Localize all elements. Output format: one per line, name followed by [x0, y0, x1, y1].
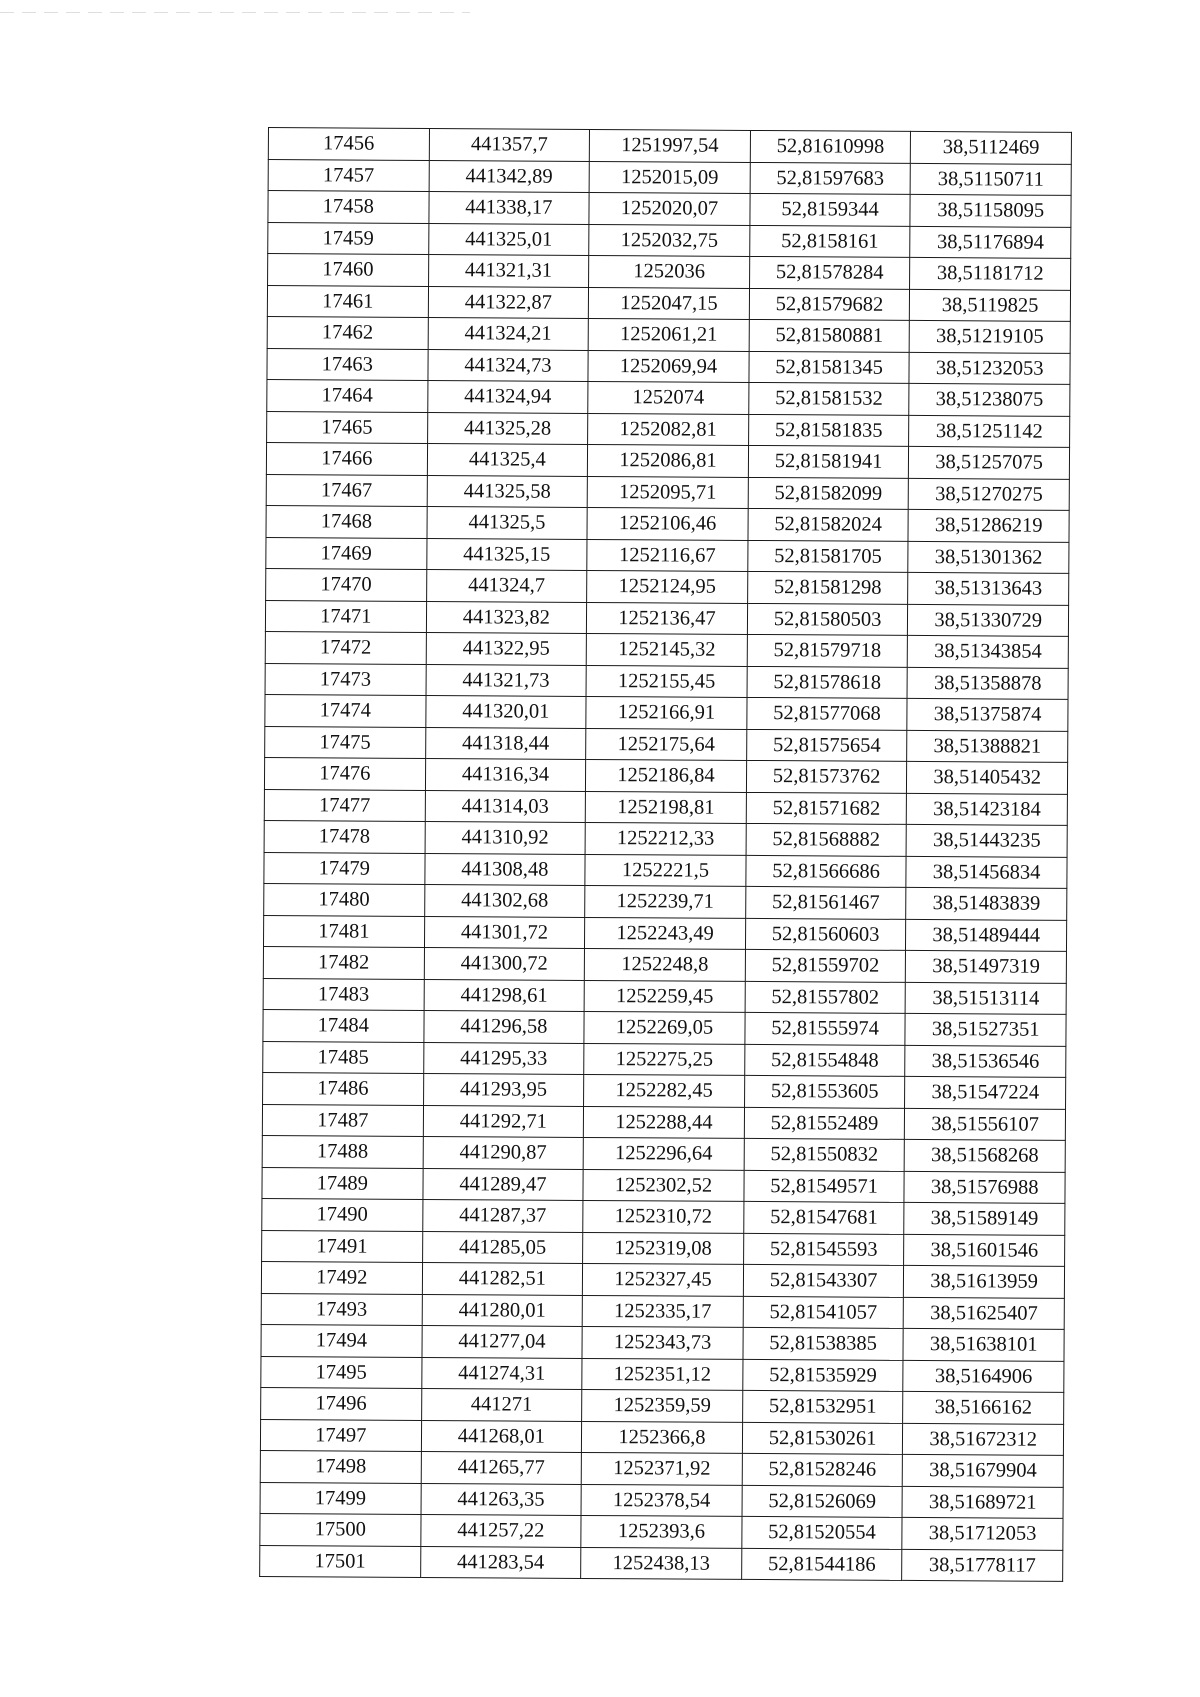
point-number-cell: 17478 [264, 820, 425, 852]
table-row [262, 1230, 1065, 1266]
point-number-cell: 17490 [262, 1198, 423, 1230]
y-coordinate-cell: 1252032,75 [589, 224, 750, 256]
latitude-cell: 52,81573762 [746, 760, 907, 792]
point-number-cell: 17484 [263, 1009, 424, 1041]
point-number-cell: 17474 [265, 694, 426, 726]
x-coordinate-cell: 441321,31 [428, 254, 589, 286]
latitude-cell: 52,81568882 [746, 823, 907, 855]
point-number-cell: 17487 [262, 1104, 423, 1136]
y-coordinate-cell: 1251997,54 [589, 129, 750, 161]
point-number-cell: 17457 [268, 159, 429, 191]
x-coordinate-cell: 441283,54 [420, 1546, 581, 1578]
table-row [268, 191, 1071, 227]
point-number-cell: 17466 [266, 442, 427, 474]
latitude-cell: 52,8159344 [750, 193, 911, 225]
y-coordinate-cell: 1252047,15 [589, 287, 750, 319]
latitude-cell: 52,81555974 [745, 1012, 906, 1044]
longitude-cell: 38,51375874 [907, 698, 1068, 730]
x-coordinate-cell: 441263,35 [421, 1483, 582, 1515]
y-coordinate-cell: 1252371,92 [581, 1452, 742, 1484]
longitude-cell: 38,51158095 [910, 194, 1071, 226]
latitude-cell: 52,81532951 [742, 1390, 903, 1422]
x-coordinate-cell: 441271 [421, 1388, 582, 1420]
table-row [267, 411, 1070, 447]
point-number-cell: 17476 [264, 757, 425, 789]
x-coordinate-cell: 441325,01 [428, 223, 589, 255]
longitude-cell: 38,51778117 [902, 1549, 1063, 1581]
table-row [264, 852, 1067, 888]
latitude-cell: 52,81580881 [749, 319, 910, 351]
point-number-cell: 17463 [267, 348, 428, 380]
latitude-cell: 52,81550832 [744, 1138, 905, 1170]
latitude-cell: 52,81575654 [746, 729, 907, 761]
x-coordinate-cell: 441290,87 [423, 1136, 584, 1168]
longitude-cell: 38,51176894 [910, 226, 1071, 258]
point-number-cell: 17477 [264, 789, 425, 821]
x-coordinate-cell: 441298,61 [424, 979, 585, 1011]
y-coordinate-cell: 1252074 [588, 381, 749, 413]
table-row [268, 159, 1071, 195]
coordinate-table-container [259, 127, 1071, 1582]
x-coordinate-cell: 441265,77 [421, 1451, 582, 1483]
table-row [262, 1198, 1065, 1234]
latitude-cell: 52,81610998 [750, 130, 911, 162]
x-coordinate-cell: 441277,04 [422, 1325, 583, 1357]
longitude-cell: 38,51483839 [906, 887, 1067, 919]
x-coordinate-cell: 441280,01 [422, 1294, 583, 1326]
point-number-cell: 17495 [261, 1356, 422, 1388]
x-coordinate-cell: 441324,21 [428, 317, 589, 349]
table-row [266, 442, 1069, 478]
table-row [265, 663, 1068, 699]
table-row [263, 1072, 1066, 1108]
y-coordinate-cell: 1252296,64 [583, 1137, 744, 1169]
y-coordinate-cell: 1252116,67 [587, 539, 748, 571]
table-row [261, 1356, 1064, 1392]
point-number-cell: 17465 [267, 411, 428, 443]
x-coordinate-cell: 441324,73 [428, 349, 589, 381]
x-coordinate-cell: 441325,58 [427, 475, 588, 507]
latitude-cell: 52,81557802 [745, 981, 906, 1013]
y-coordinate-cell: 1252086,81 [588, 444, 749, 476]
x-coordinate-cell: 441268,01 [421, 1420, 582, 1452]
table-row [264, 757, 1067, 793]
x-coordinate-cell: 441324,94 [427, 380, 588, 412]
x-coordinate-cell: 441316,34 [425, 758, 586, 790]
y-coordinate-cell: 1252248,8 [584, 948, 745, 980]
point-number-cell: 17494 [261, 1324, 422, 1356]
longitude-cell: 38,51330729 [908, 604, 1069, 636]
point-number-cell: 17472 [265, 631, 426, 663]
x-coordinate-cell: 441274,31 [421, 1357, 582, 1389]
latitude-cell: 52,81581835 [748, 414, 909, 446]
table-row [266, 474, 1069, 510]
table-row [260, 1419, 1063, 1455]
longitude-cell: 38,51251142 [909, 415, 1070, 447]
x-coordinate-cell: 441282,51 [422, 1262, 583, 1294]
table-row [265, 600, 1068, 636]
latitude-cell: 52,81547681 [744, 1201, 905, 1233]
table-row [264, 820, 1067, 856]
y-coordinate-cell: 1252212,33 [585, 822, 746, 854]
latitude-cell: 52,81581298 [747, 571, 908, 603]
latitude-cell: 52,81571682 [746, 792, 907, 824]
point-number-cell: 17483 [263, 978, 424, 1010]
latitude-cell: 52,81530261 [742, 1422, 903, 1454]
x-coordinate-cell: 441325,28 [427, 412, 588, 444]
point-number-cell: 17482 [263, 946, 424, 978]
y-coordinate-cell: 1252327,45 [583, 1263, 744, 1295]
point-number-cell: 17471 [265, 600, 426, 632]
x-coordinate-cell: 441325,15 [426, 538, 587, 570]
longitude-cell: 38,51301362 [908, 541, 1069, 573]
latitude-cell: 52,81528246 [742, 1453, 903, 1485]
y-coordinate-cell: 1252335,17 [582, 1295, 743, 1327]
y-coordinate-cell: 1252259,45 [584, 980, 745, 1012]
coordinate-table-body [260, 128, 1072, 1582]
latitude-cell: 52,81582024 [748, 508, 909, 540]
latitude-cell: 52,81580503 [747, 603, 908, 635]
table-row [265, 694, 1068, 730]
point-number-cell: 17458 [268, 191, 429, 223]
point-number-cell: 17461 [267, 285, 428, 317]
point-number-cell: 17486 [263, 1072, 424, 1104]
longitude-cell: 38,51712053 [902, 1517, 1063, 1549]
y-coordinate-cell: 1252015,09 [589, 161, 750, 193]
longitude-cell: 38,51513114 [905, 982, 1066, 1014]
y-coordinate-cell: 1252282,45 [584, 1074, 745, 1106]
point-number-cell: 17469 [266, 537, 427, 569]
longitude-cell: 38,51672312 [903, 1423, 1064, 1455]
longitude-cell: 38,51589149 [904, 1202, 1065, 1234]
table-row [263, 978, 1066, 1014]
point-number-cell: 17480 [264, 883, 425, 915]
latitude-cell: 52,81597683 [750, 162, 911, 194]
coordinate-table [259, 127, 1072, 1582]
longitude-cell: 38,51497319 [906, 950, 1067, 982]
longitude-cell: 38,51601546 [904, 1234, 1065, 1266]
y-coordinate-cell: 1252061,21 [588, 318, 749, 350]
point-number-cell: 17479 [264, 852, 425, 884]
table-row [262, 1135, 1065, 1171]
longitude-cell: 38,51527351 [905, 1013, 1066, 1045]
point-number-cell: 17475 [265, 726, 426, 758]
x-coordinate-cell: 441300,72 [424, 947, 585, 979]
x-coordinate-cell: 441322,95 [426, 632, 587, 664]
table-row [264, 789, 1067, 825]
x-coordinate-cell: 441293,95 [423, 1073, 584, 1105]
y-coordinate-cell: 1252221,5 [585, 854, 746, 886]
y-coordinate-cell: 1252082,81 [588, 413, 749, 445]
latitude-cell: 52,81535929 [743, 1359, 904, 1391]
longitude-cell: 38,51625407 [904, 1297, 1065, 1329]
table-row [263, 1041, 1066, 1077]
latitude-cell: 52,81581941 [748, 445, 909, 477]
longitude-cell: 38,51232053 [909, 352, 1070, 384]
x-coordinate-cell: 441338,17 [429, 191, 590, 223]
latitude-cell: 52,81578284 [749, 256, 910, 288]
longitude-cell: 38,51423184 [907, 793, 1068, 825]
x-coordinate-cell: 441295,33 [423, 1042, 584, 1074]
y-coordinate-cell: 1252239,71 [585, 885, 746, 917]
y-coordinate-cell: 1252198,81 [585, 791, 746, 823]
latitude-cell: 52,81561467 [745, 886, 906, 918]
table-row [260, 1513, 1063, 1549]
x-coordinate-cell: 441287,37 [422, 1199, 583, 1231]
x-coordinate-cell: 441302,68 [424, 884, 585, 916]
point-number-cell: 17470 [266, 568, 427, 600]
point-number-cell: 17496 [261, 1387, 422, 1419]
y-coordinate-cell: 1252186,84 [586, 759, 747, 791]
longitude-cell: 38,51150711 [910, 163, 1071, 195]
latitude-cell: 52,81526069 [742, 1485, 903, 1517]
latitude-cell: 52,81577068 [747, 697, 908, 729]
x-coordinate-cell: 441257,22 [420, 1514, 581, 1546]
x-coordinate-cell: 441310,92 [425, 821, 586, 853]
table-row [266, 537, 1069, 573]
longitude-cell: 38,51638101 [903, 1328, 1064, 1360]
longitude-cell: 38,5166162 [903, 1391, 1064, 1423]
longitude-cell: 38,51547224 [905, 1076, 1066, 1108]
y-coordinate-cell: 1252378,54 [581, 1484, 742, 1516]
y-coordinate-cell: 1252302,52 [583, 1169, 744, 1201]
point-number-cell: 17498 [260, 1450, 421, 1482]
x-coordinate-cell: 441322,87 [428, 286, 589, 318]
scan-artifact-line [0, 12, 470, 13]
longitude-cell: 38,51556107 [905, 1108, 1066, 1140]
y-coordinate-cell: 1252155,45 [586, 665, 747, 697]
latitude-cell: 52,81578618 [747, 666, 908, 698]
longitude-cell: 38,51313643 [908, 572, 1069, 604]
point-number-cell: 17460 [268, 254, 429, 286]
table-row [267, 285, 1070, 321]
longitude-cell: 38,51679904 [903, 1454, 1064, 1486]
point-number-cell: 17456 [268, 128, 429, 160]
latitude-cell: 52,81538385 [743, 1327, 904, 1359]
point-number-cell: 17488 [262, 1135, 423, 1167]
y-coordinate-cell: 1252124,95 [587, 570, 748, 602]
latitude-cell: 52,81582099 [748, 477, 909, 509]
longitude-cell: 38,51576988 [904, 1171, 1065, 1203]
point-number-cell: 17492 [261, 1261, 422, 1293]
longitude-cell: 38,5164906 [903, 1360, 1064, 1392]
longitude-cell: 38,51388821 [907, 730, 1068, 762]
y-coordinate-cell: 1252106,46 [587, 507, 748, 539]
x-coordinate-cell: 441325,4 [427, 443, 588, 475]
longitude-cell: 38,51238075 [909, 383, 1070, 415]
table-row [264, 883, 1067, 919]
y-coordinate-cell: 1252166,91 [586, 696, 747, 728]
longitude-cell: 38,51456834 [906, 856, 1067, 888]
table-row [267, 348, 1070, 384]
y-coordinate-cell: 1252366,8 [582, 1421, 743, 1453]
table-row [265, 726, 1068, 762]
x-coordinate-cell: 441292,71 [423, 1105, 584, 1137]
table-row [260, 1545, 1063, 1581]
table-row [266, 568, 1069, 604]
x-coordinate-cell: 441285,05 [422, 1231, 583, 1263]
longitude-cell: 38,51443235 [906, 824, 1067, 856]
longitude-cell: 38,51405432 [907, 761, 1068, 793]
x-coordinate-cell: 441325,5 [427, 506, 588, 538]
point-number-cell: 17500 [260, 1513, 421, 1545]
x-coordinate-cell: 441314,03 [425, 790, 586, 822]
x-coordinate-cell: 441308,48 [424, 853, 585, 885]
table-row [261, 1261, 1064, 1297]
longitude-cell: 38,5119825 [910, 289, 1071, 321]
point-number-cell: 17501 [260, 1545, 421, 1577]
y-coordinate-cell: 1252288,44 [584, 1106, 745, 1138]
table-row [268, 128, 1071, 164]
point-number-cell: 17473 [265, 663, 426, 695]
latitude-cell: 52,81544186 [741, 1548, 902, 1580]
y-coordinate-cell: 1252069,94 [588, 350, 749, 382]
latitude-cell: 52,81579718 [747, 634, 908, 666]
y-coordinate-cell: 1252095,71 [587, 476, 748, 508]
longitude-cell: 38,51613959 [904, 1265, 1065, 1297]
table-row [268, 254, 1071, 290]
longitude-cell: 38,51270275 [909, 478, 1070, 510]
longitude-cell: 38,51181712 [910, 257, 1071, 289]
table-row [261, 1293, 1064, 1329]
y-coordinate-cell: 1252136,47 [587, 602, 748, 634]
longitude-cell: 38,51219105 [910, 320, 1071, 352]
longitude-cell: 38,51536546 [905, 1045, 1066, 1077]
y-coordinate-cell: 1252020,07 [589, 192, 750, 224]
table-row [267, 316, 1070, 352]
y-coordinate-cell: 1252310,72 [583, 1200, 744, 1232]
x-coordinate-cell: 441357,7 [429, 128, 590, 160]
table-row [263, 946, 1066, 982]
x-coordinate-cell: 441301,72 [424, 916, 585, 948]
latitude-cell: 52,81581532 [749, 382, 910, 414]
table-row [267, 379, 1070, 415]
table-row [262, 1104, 1065, 1140]
point-number-cell: 17464 [267, 379, 428, 411]
table-row [261, 1387, 1064, 1423]
point-number-cell: 17499 [260, 1482, 421, 1514]
x-coordinate-cell: 441321,73 [426, 664, 587, 696]
point-number-cell: 17459 [268, 222, 429, 254]
longitude-cell: 38,51257075 [909, 446, 1070, 478]
table-row [268, 222, 1071, 258]
y-coordinate-cell: 1252243,49 [585, 917, 746, 949]
x-coordinate-cell: 441324,7 [426, 569, 587, 601]
latitude-cell: 52,81552489 [744, 1107, 905, 1139]
y-coordinate-cell: 1252438,13 [581, 1547, 742, 1579]
latitude-cell: 52,81579682 [749, 288, 910, 320]
latitude-cell: 52,81559702 [745, 949, 906, 981]
latitude-cell: 52,8158161 [749, 225, 910, 257]
y-coordinate-cell: 1252351,12 [582, 1358, 743, 1390]
table-row [260, 1482, 1063, 1518]
table-row [263, 915, 1066, 951]
longitude-cell: 38,51358878 [907, 667, 1068, 699]
latitude-cell: 52,81581705 [748, 540, 909, 572]
longitude-cell: 38,51568268 [905, 1139, 1066, 1171]
table-row [261, 1324, 1064, 1360]
latitude-cell: 52,81566686 [746, 855, 907, 887]
latitude-cell: 52,81549571 [744, 1170, 905, 1202]
x-coordinate-cell: 441296,58 [424, 1010, 585, 1042]
point-number-cell: 17462 [267, 316, 428, 348]
y-coordinate-cell: 1252393,6 [581, 1515, 742, 1547]
point-number-cell: 17489 [262, 1167, 423, 1199]
latitude-cell: 52,81554848 [744, 1044, 905, 1076]
y-coordinate-cell: 1252036 [589, 255, 750, 287]
y-coordinate-cell: 1252275,25 [584, 1043, 745, 1075]
latitude-cell: 52,81560603 [745, 918, 906, 950]
latitude-cell: 52,81545593 [743, 1233, 904, 1265]
x-coordinate-cell: 441289,47 [423, 1168, 584, 1200]
point-number-cell: 17467 [266, 474, 427, 506]
y-coordinate-cell: 1252175,64 [586, 728, 747, 760]
longitude-cell: 38,51489444 [906, 919, 1067, 951]
y-coordinate-cell: 1252145,32 [586, 633, 747, 665]
longitude-cell: 38,51343854 [908, 635, 1069, 667]
latitude-cell: 52,81553605 [744, 1075, 905, 1107]
point-number-cell: 17497 [260, 1419, 421, 1451]
y-coordinate-cell: 1252269,05 [584, 1011, 745, 1043]
latitude-cell: 52,81520554 [742, 1516, 903, 1548]
y-coordinate-cell: 1252343,73 [582, 1326, 743, 1358]
point-number-cell: 17485 [263, 1041, 424, 1073]
point-number-cell: 17468 [266, 505, 427, 537]
longitude-cell: 38,5112469 [911, 131, 1072, 163]
x-coordinate-cell: 441318,44 [425, 727, 586, 759]
table-row [265, 631, 1068, 667]
table-row [262, 1167, 1065, 1203]
point-number-cell: 17481 [263, 915, 424, 947]
x-coordinate-cell: 441323,82 [426, 601, 587, 633]
latitude-cell: 52,81541057 [743, 1296, 904, 1328]
table-row [260, 1450, 1063, 1486]
latitude-cell: 52,81543307 [743, 1264, 904, 1296]
y-coordinate-cell: 1252359,59 [582, 1389, 743, 1421]
point-number-cell: 17491 [262, 1230, 423, 1262]
latitude-cell: 52,81581345 [749, 351, 910, 383]
x-coordinate-cell: 441320,01 [425, 695, 586, 727]
y-coordinate-cell: 1252319,08 [583, 1232, 744, 1264]
table-row [266, 505, 1069, 541]
longitude-cell: 38,51689721 [902, 1486, 1063, 1518]
x-coordinate-cell: 441342,89 [429, 160, 590, 192]
table-row [263, 1009, 1066, 1045]
longitude-cell: 38,51286219 [908, 509, 1069, 541]
point-number-cell: 17493 [261, 1293, 422, 1325]
